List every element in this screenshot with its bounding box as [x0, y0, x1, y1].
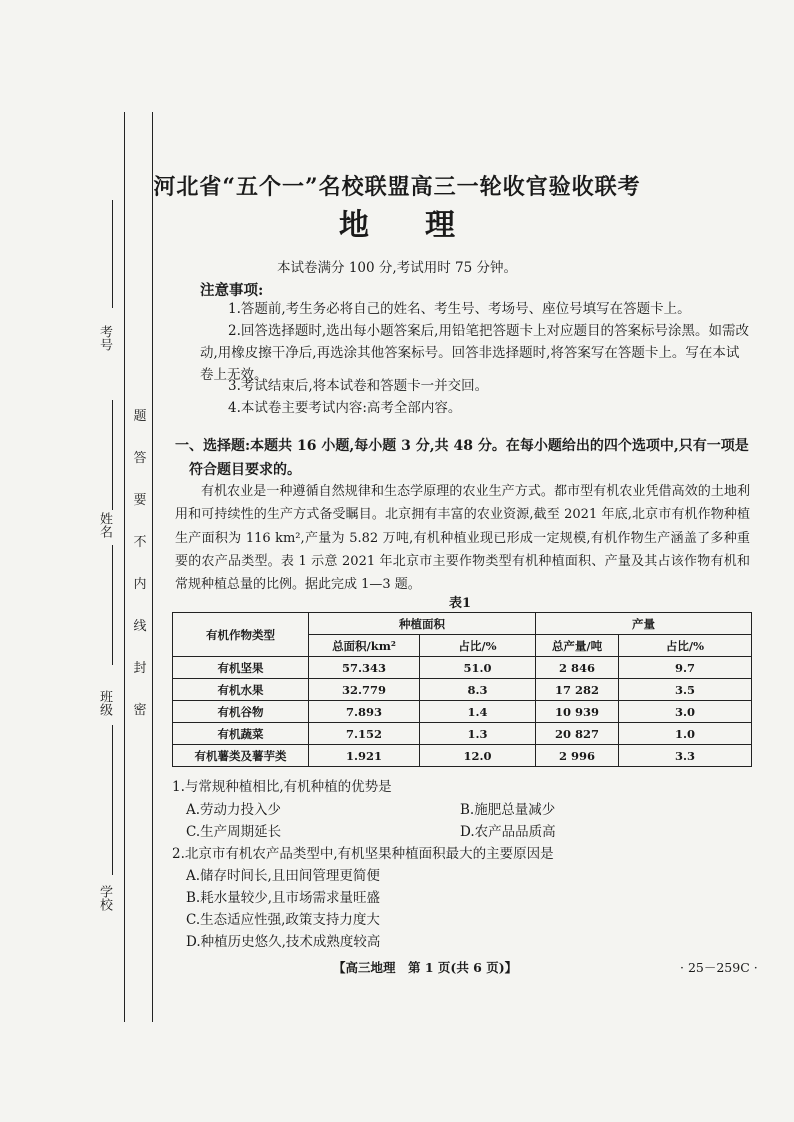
th-output: 产量 [536, 613, 752, 635]
table-row [173, 679, 752, 701]
cell: 32.779 [309, 679, 420, 701]
note-item: 1.答题前,考生务必将自己的姓名、考生号、考场号、座位号填写在答题卡上。 [228, 301, 691, 317]
th-area-pct: 占比/% [420, 635, 536, 657]
question-1-option-b: B.施肥总量减少 [460, 802, 556, 818]
seal-char: 题 [133, 409, 147, 424]
field-label-class: 班级 [97, 690, 112, 716]
question-2-stem: 2.北京市有机农产品类型中,有机坚果种植面积最大的主要原因是 [172, 846, 554, 862]
cell: 51.0 [420, 657, 536, 679]
question-1-option-a: A.劳动力投入少 [186, 802, 282, 818]
table-row [173, 701, 752, 723]
note-item: 3.考试结束后,将本试卷和答题卡一并交回。 [228, 378, 489, 394]
th-output-total: 总产量/吨 [536, 635, 619, 657]
subject-title: 地理 [339, 208, 511, 243]
seal-char: 要 [133, 493, 147, 508]
cell: 2 846 [536, 657, 619, 679]
cell: 有机薯类及薯芋类 [173, 745, 309, 767]
seal-char: 不 [133, 535, 147, 550]
question-1-option-c: C.生产周期延长 [186, 824, 282, 840]
section-heading [175, 434, 750, 482]
cell: 1.3 [420, 723, 536, 745]
cell: 有机蔬菜 [173, 723, 309, 745]
field-underline-name [112, 400, 113, 510]
cell: 10 939 [536, 701, 619, 723]
cell: 7.152 [309, 723, 420, 745]
section-heading-text: 一、选择题:本题共 16 小题,每小题 3 分,共 48 分。在每小题给出的四个选项中,只有一项是符合题目要求的。 [175, 438, 749, 478]
note-item: 4.本试卷主要考试内容:高考全部内容。 [228, 400, 462, 416]
field-underline-school [112, 725, 113, 875]
cell: 有机坚果 [173, 657, 309, 679]
cell: 17 282 [536, 679, 619, 701]
cell: 1.921 [309, 745, 420, 767]
table-row [173, 745, 752, 767]
exam-meta: 本试卷满分 100 分,考试用时 75 分钟。 [277, 260, 517, 276]
cell: 1.4 [420, 701, 536, 723]
binding-line-outer [124, 112, 125, 1022]
question-1-stem: 1.与常规种植相比,有机种植的优势是 [172, 779, 392, 795]
cell: 3.0 [619, 701, 752, 723]
cell: 有机谷物 [173, 701, 309, 723]
seal-char: 答 [133, 451, 147, 466]
table-caption: 表1 [448, 596, 472, 611]
table-row [173, 723, 752, 745]
cell: 3.5 [619, 679, 752, 701]
question-2-option-c: C.生态适应性强,政策支持力度大 [186, 912, 380, 928]
th-output-pct: 占比/% [619, 635, 752, 657]
binding-line-inner [152, 112, 153, 1022]
field-label-school: 学校 [97, 885, 112, 911]
cell: 7.893 [309, 701, 420, 723]
cell: 8.3 [420, 679, 536, 701]
exam-title: 河北省“五个一”名校联盟高三一轮收官验收联考 [153, 174, 641, 200]
cell: 12.0 [420, 745, 536, 767]
note-item: 2.回答选择题时,选出每小题答案后,用铅笔把答题卡上对应题目的答案标号涂黑。如需改动,用橡皮擦干净后,再选涂其他答案标号。回答非选择题时,将答案写在答题卡上。写在本试卷上无效。 [200, 323, 749, 383]
cell: 有机水果 [173, 679, 309, 701]
seal-char: 内 [133, 577, 147, 592]
cell: 9.7 [619, 657, 752, 679]
question-2-option-d: D.种植历史悠久,技术成熟度较高 [186, 934, 381, 950]
cell: 20 827 [536, 723, 619, 745]
question-2-option-a: A.储存时间长,且田间管理更简便 [186, 868, 380, 884]
table-row [173, 657, 752, 679]
paper-code: · 25－259C · [680, 960, 758, 975]
question-2-option-b: B.耗水量较少,且市场需求量旺盛 [186, 890, 381, 906]
question-1-option-d: D.农产品品质高 [460, 824, 556, 840]
field-label-name: 姓名 [97, 512, 112, 538]
notes-heading: 注意事项: [200, 282, 264, 299]
cell: 2 996 [536, 745, 619, 767]
cell: 57.343 [309, 657, 420, 679]
field-label-exam-id: 考号 [97, 325, 112, 351]
th-crop-type: 有机作物类型 [173, 613, 309, 657]
seal-char: 密 [133, 703, 147, 718]
cell: 1.0 [619, 723, 752, 745]
seal-char: 封 [133, 661, 147, 676]
page-footer: 【高三地理 第 1 页(共 6 页)】 [333, 960, 518, 975]
seal-char: 线 [133, 619, 147, 634]
crop-table [172, 612, 752, 767]
th-area: 种植面积 [309, 613, 536, 635]
th-area-total: 总面积/km² [309, 635, 420, 657]
cell: 3.3 [619, 745, 752, 767]
passage: 有机农业是一种遵循自然规律和生态学原理的农业生产方式。都市型有机农业凭借高效的土地利用和可持续性的生产方式备受瞩目。北京拥有丰富的农业资源,截至 2021 年底,北京市有机作物种植生产面积为 116 km²,产量为 5.82 万吨,有机种植业现已形成一定规模,有机作物生产涵盖了多种重要的农产品类型。表 1 示意 2021 年北京市主要作物类型有机种植面积、产量及其占该作物有机和常规种植总量的比例。据此完成 1—3 题。 [175, 484, 750, 593]
